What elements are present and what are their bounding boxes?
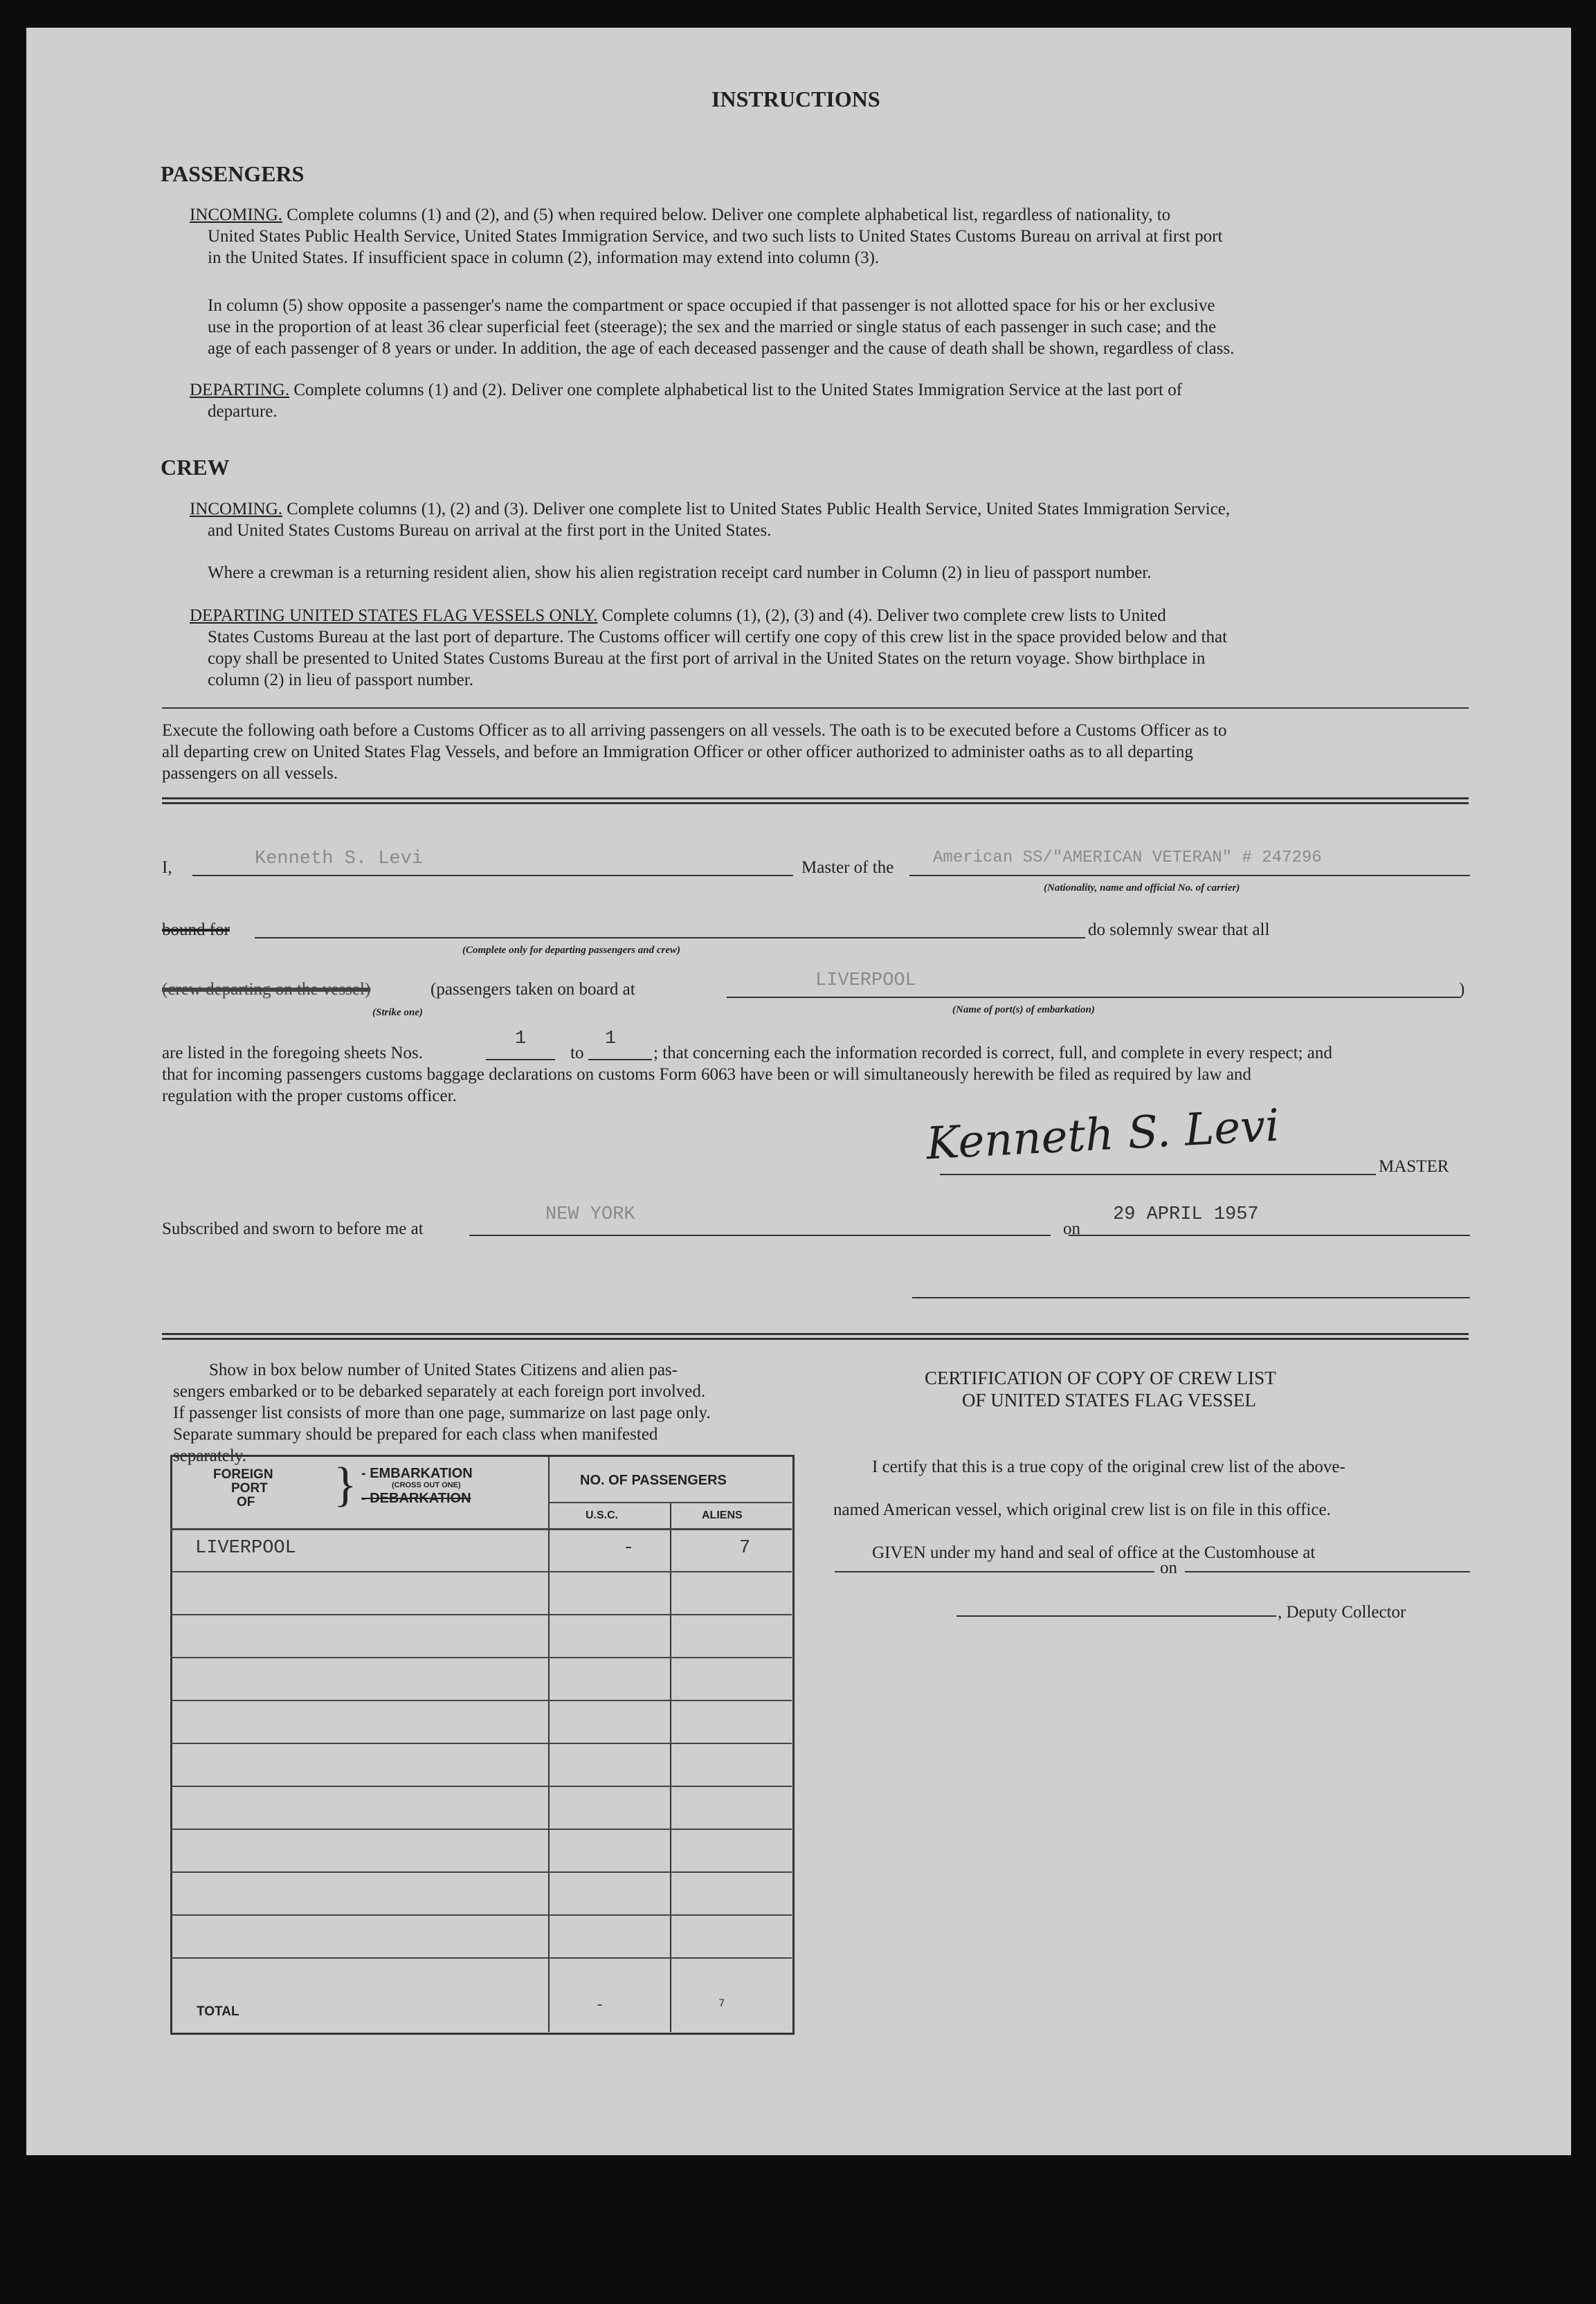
cross-out-one: (CROSS OUT ONE) bbox=[392, 1481, 461, 1489]
double-divider-lower bbox=[162, 1333, 1469, 1340]
sheet-to-field[interactable]: 1 bbox=[605, 1028, 617, 1049]
crew-incoming-label: INCOMING. bbox=[190, 500, 283, 518]
sheets-prefix: are listed in the foregoing sheets Nos. bbox=[162, 1044, 423, 1062]
master-signature[interactable]: Kenneth S. Levi bbox=[925, 1100, 1281, 1170]
resident-alien-note: Where a crewman is a returning resident alien, show his alien registration receipt card number in Column (2) in lieu of passport number. bbox=[208, 563, 1152, 582]
master-of-label: Master of the bbox=[801, 858, 894, 877]
oath-intro-line2: all departing crew on United States Flag Vessels, and before an Immigration Officer or other officer authorized to administer oaths as to all departing bbox=[162, 743, 1193, 761]
passengers-departing-line2: departure. bbox=[208, 402, 278, 421]
column5-line1: In column (5) show opposite a passenger's name the compartment or space occupied if that passenger is not allotted space for his or her exclusive bbox=[208, 296, 1215, 315]
bound-for-label: bound for bbox=[162, 920, 230, 939]
bound-for-line bbox=[255, 937, 1085, 938]
crew-departing-line2: States Customs Bureau at the last port of departure. The Customs officer will certify one copy of this crew list in the space provided below and that bbox=[208, 628, 1228, 646]
foreign-port-label-3: OF bbox=[237, 1495, 255, 1509]
bound-for-caption: (Complete only for departing passengers and crew) bbox=[462, 945, 680, 956]
crew-departing-text-1: Complete columns (1), (2), (3) and (4). Deliver two complete crew lists to United bbox=[601, 606, 1166, 625]
passengers-departing-text-1: Complete columns (1) and (2). Deliver one complete alphabetical list to the United States Immigration Service at the last port of bbox=[293, 381, 1183, 399]
sworn-on-label: on bbox=[1063, 1219, 1080, 1238]
officer-signature-line bbox=[912, 1297, 1470, 1298]
column5-line3: age of each passenger of 8 years or under. In addition, the age of each deceased passenger and the cause of death shall be shown, regardless of class. bbox=[208, 339, 1235, 358]
master-name-line bbox=[192, 875, 793, 876]
oath-intro-line3: passengers on all vessels. bbox=[162, 764, 338, 783]
summary-instr-line1: Show in box below number of United States Citizens and alien pas- bbox=[209, 1361, 678, 1379]
passengers-incoming-line1 bbox=[190, 204, 1170, 226]
foreign-port-label-2: PORT bbox=[231, 1481, 268, 1496]
embarkation-caption: (Name of port(s) of embarkation) bbox=[952, 1004, 1095, 1015]
sworn-date-field[interactable]: 29 APRIL 1957 bbox=[1113, 1204, 1259, 1225]
passengers-incoming-text-1: Complete columns (1) and (2), and (5) when required below. Deliver one complete alphabetical list, regardless of nationality, to bbox=[287, 206, 1171, 224]
page-title: INSTRUCTIONS bbox=[711, 87, 880, 111]
to-label: to bbox=[570, 1044, 584, 1062]
col-usc-label: U.S.C. bbox=[586, 1509, 619, 1521]
table-cell-port[interactable]: LIVERPOOL bbox=[195, 1538, 296, 1559]
carrier-line bbox=[909, 875, 1470, 876]
customhouse-line bbox=[835, 1571, 1154, 1572]
table-row-divider bbox=[170, 1571, 792, 1572]
sheet-from-line bbox=[486, 1059, 555, 1060]
crew-incoming-text-1: Complete columns (1), (2) and (3). Deliver one complete list to United States Public Health Service, United States Immigration Service, bbox=[287, 500, 1231, 518]
certification-body-2: named American vessel, which original crew list is on file in this office. bbox=[833, 1500, 1331, 1519]
oath-intro-line1: Execute the following oath before a Customs Officer as to all arriving passengers on all vessels. The oath is to be executed before a Customs Officer as to bbox=[162, 721, 1227, 740]
passengers-departing-line1 bbox=[190, 379, 1182, 401]
column5-line2: use in the proportion of at least 36 clear superficial feet (steerage); the sex and the married or single status of each passenger in such case; and the bbox=[208, 318, 1217, 336]
passengers-taken-label: (passengers taken on board at bbox=[430, 980, 635, 999]
crew-departing-struck: (crew departing on the vessel) bbox=[162, 980, 371, 999]
crew-departing-line1 bbox=[190, 605, 1166, 626]
no-of-passengers-label: NO. OF PASSENGERS bbox=[580, 1473, 727, 1488]
table-row-divider bbox=[170, 1743, 792, 1744]
divider bbox=[162, 707, 1469, 709]
table-col-divider-2 bbox=[670, 1502, 671, 2032]
table-header-bottom bbox=[170, 1528, 792, 1530]
crew-incoming-line1 bbox=[190, 498, 1230, 520]
embarkation-port-field[interactable]: LIVERPOOL bbox=[815, 970, 916, 991]
col-aliens-label: ALIENS bbox=[702, 1509, 743, 1521]
sheets-suffix: ; that concerning each the information recorded is correct, full, and complete in every respect; and bbox=[653, 1044, 1332, 1062]
debarkation-option: - DEBARKATION bbox=[361, 1491, 471, 1506]
sworn-place-line bbox=[469, 1235, 1051, 1236]
table-row-divider bbox=[170, 1914, 792, 1916]
crew-departing-label: DEPARTING UNITED STATES FLAG VESSELS ONLY. bbox=[190, 606, 598, 625]
summary-instr-line5: separately. bbox=[173, 1446, 246, 1465]
sworn-label: Subscribed and sworn to before me at bbox=[162, 1219, 424, 1238]
close-paren: ) bbox=[1459, 980, 1465, 999]
oath-line2: that for incoming passengers customs baggage declarations on customs Form 6063 have been or will simultaneously herewith be filed as required by law and bbox=[162, 1065, 1251, 1084]
crew-incoming-line2: and United States Customs Bureau on arrival at the first port in the United States. bbox=[208, 521, 772, 540]
certification-title-2: OF UNITED STATES FLAG VESSEL bbox=[962, 1390, 1256, 1410]
sworn-date-line bbox=[1069, 1235, 1470, 1236]
strike-one-caption: (Strike one) bbox=[372, 1007, 423, 1018]
sheet-from-field[interactable]: 1 bbox=[515, 1028, 527, 1049]
sheet-to-line bbox=[588, 1059, 652, 1060]
certification-on-label: on bbox=[1160, 1559, 1177, 1577]
oath-i-label: I, bbox=[162, 858, 172, 877]
table-cell-aliens[interactable]: 7 bbox=[739, 1538, 751, 1559]
certification-body-1: I certify that this is a true copy of the original crew list of the above- bbox=[872, 1458, 1345, 1476]
passengers-incoming-line2: United States Public Health Service, United States Immigration Service, and two such lists to United States Customs Bureau on arrival at first port bbox=[208, 227, 1223, 246]
summary-instr-line2: sengers embarked or to be debarked separately at each foreign port involved. bbox=[173, 1382, 706, 1401]
crew-departing-line4: column (2) in lieu of passport number. bbox=[208, 671, 473, 689]
swear-text: do solemnly swear that all bbox=[1088, 920, 1270, 939]
oath-line3: regulation with the proper customs officer. bbox=[162, 1087, 457, 1105]
deputy-collector-label: , Deputy Collector bbox=[1278, 1603, 1406, 1622]
master-label: MASTER bbox=[1379, 1157, 1449, 1176]
table-row-divider bbox=[170, 1829, 792, 1830]
brace-icon: } bbox=[334, 1458, 357, 1512]
summary-instr-line4: Separate summary should be prepared for each class when manifested bbox=[173, 1425, 658, 1444]
table-row-divider bbox=[170, 1657, 792, 1658]
double-divider bbox=[162, 797, 1469, 804]
passengers-incoming-label: INCOMING. bbox=[190, 206, 283, 224]
table-cell-usc[interactable]: - bbox=[623, 1538, 635, 1559]
carrier-field[interactable]: American SS/"AMERICAN VETERAN" # 247296 bbox=[933, 849, 1322, 867]
embarkation-option: - EMBARKATION bbox=[361, 1466, 473, 1481]
signature-line bbox=[940, 1174, 1376, 1175]
table-row-divider bbox=[170, 1700, 792, 1701]
passengers-incoming-line3: in the United States. If insufficient space in column (2), information may extend into column (3). bbox=[208, 248, 880, 267]
carrier-caption: (Nationality, name and official No. of carrier) bbox=[1044, 882, 1240, 894]
total-usc-cell[interactable]: - bbox=[595, 1997, 605, 2014]
form-sheet bbox=[26, 28, 1571, 2155]
sworn-place-field[interactable]: NEW YORK bbox=[545, 1204, 635, 1225]
certification-date-line bbox=[1185, 1571, 1470, 1572]
certification-given: GIVEN under my hand and seal of office at the Customhouse at bbox=[872, 1543, 1316, 1562]
total-label: TOTAL bbox=[197, 2004, 239, 2019]
crew-heading: CREW bbox=[161, 455, 230, 480]
table-header-subdivider bbox=[548, 1502, 792, 1503]
crew-departing-line3: copy shall be presented to United States Customs Bureau at the first port of arrival in the United States on the return voyage. Show birthplace in bbox=[208, 649, 1206, 668]
master-name-field[interactable]: Kenneth S. Levi bbox=[255, 849, 424, 869]
table-row-divider bbox=[170, 1786, 792, 1787]
foreign-port-label-1: FOREIGN bbox=[213, 1467, 273, 1482]
table-row-divider bbox=[170, 1871, 792, 1873]
total-aliens-cell[interactable]: 7 bbox=[718, 1997, 725, 2010]
passengers-heading: PASSENGERS bbox=[161, 161, 305, 186]
passengers-departing-label: DEPARTING. bbox=[190, 381, 290, 399]
deputy-collector-line bbox=[956, 1615, 1276, 1617]
embarkation-line bbox=[727, 997, 1460, 998]
certification-title-1: CERTIFICATION OF COPY OF CREW LIST bbox=[925, 1368, 1276, 1388]
table-row-divider bbox=[170, 1957, 792, 1959]
table-row-divider bbox=[170, 1614, 792, 1615]
summary-instr-line3: If passenger list consists of more than one page, summarize on last page only. bbox=[173, 1404, 711, 1422]
